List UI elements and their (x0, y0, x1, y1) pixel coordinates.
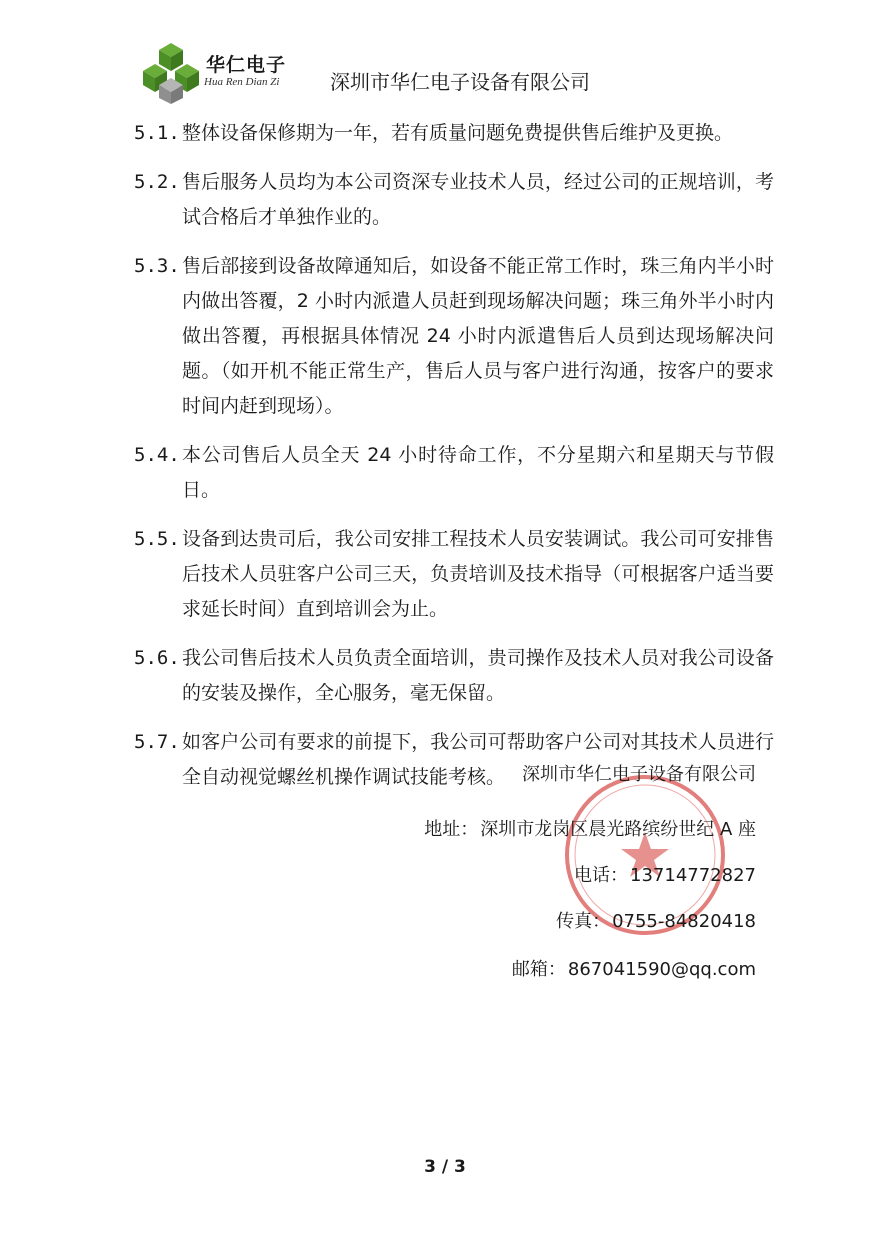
phone-value: 13714772827 (630, 865, 756, 886)
clause-5-1 (134, 116, 774, 151)
clause-number: 5.3. (134, 255, 180, 277)
clause-text: 我公司售后技术人员负责全面培训，贵司操作及技术人员对我公司设备的安装及操作，全心服务，毫无保留。 (182, 647, 774, 704)
clause-5-3 (134, 249, 774, 424)
page-number: 3 / 3 (424, 1157, 466, 1177)
clause-text: 设备到达贵司后，我公司安排工程技术人员安装调试。我公司可安排售后技术人员驻客户公司三天，负责培训及技术指导（可根据客户适当要求延长时间）直到培训会为止。 (182, 528, 774, 620)
clause-number: 5.5. (134, 528, 180, 550)
clause-number: 5.6. (134, 647, 180, 669)
clause-number: 5.7. (134, 731, 180, 753)
clause-text: 整体设备保修期为一年，若有质量问题免费提供售后维护及更换。 (182, 122, 734, 144)
phone-label: 电话： (574, 865, 629, 886)
signature-company: 深圳市华仁电子设备有限公司 (522, 764, 756, 785)
clause-number: 5.4. (134, 444, 180, 466)
clause-5-5 (134, 522, 774, 627)
company-logo (138, 40, 204, 106)
address-value: 深圳市龙岗区晨光路缤纷世纪 A 座 (480, 819, 756, 840)
signature-phone (574, 861, 756, 887)
clause-text: 售后部接到设备故障通知后，如设备不能正常工作时，珠三角内半小时内做出答覆，2 小时内派遣人员赶到现场解决问题；珠三角外半小时内做出答覆，再根据具体情况 24 小时内派遣售后人员到达现场解决问题。（如开机不能正常生产，售后人员与客户进行沟通，按客户的要求时间内赶到现场）。 (182, 255, 774, 417)
clause-5-6 (134, 641, 774, 711)
signature-email (512, 955, 756, 981)
clause-text: 如客户公司有要求的前提下，我公司可帮助客户公司对其技术人员进行全自动视觉螺丝机操作调试技能考核。 (182, 731, 774, 788)
logo-text-pinyin: Hua Ren Dian Zi (204, 76, 280, 88)
email-label: 邮箱： (511, 959, 566, 980)
header-company-title: 深圳市华仁电子设备有限公司 (330, 70, 590, 94)
fax-value: 0755-84820418 (612, 911, 756, 932)
page-header (0, 0, 890, 115)
clause-text: 售后服务人员均为本公司资深专业技术人员，经过公司的正规培训，考试合格后才单独作业的。 (182, 171, 774, 228)
clause-list (134, 116, 774, 809)
clause-text: 本公司售后人员全天 24 小时待命工作，不分星期六和星期天与节假日。 (182, 444, 774, 501)
clause-number: 5.1. (134, 122, 180, 144)
clause-5-4 (134, 438, 774, 508)
signature-address (424, 815, 756, 841)
signature-fax (556, 907, 756, 933)
logo-text-chinese: 华仁电子 (206, 54, 287, 76)
clause-5-2 (134, 165, 774, 235)
fax-label: 传真： (556, 911, 611, 932)
address-label: 地址： (424, 819, 479, 840)
clause-number: 5.2. (134, 171, 180, 193)
email-value: 867041590@qq.com (567, 959, 756, 980)
